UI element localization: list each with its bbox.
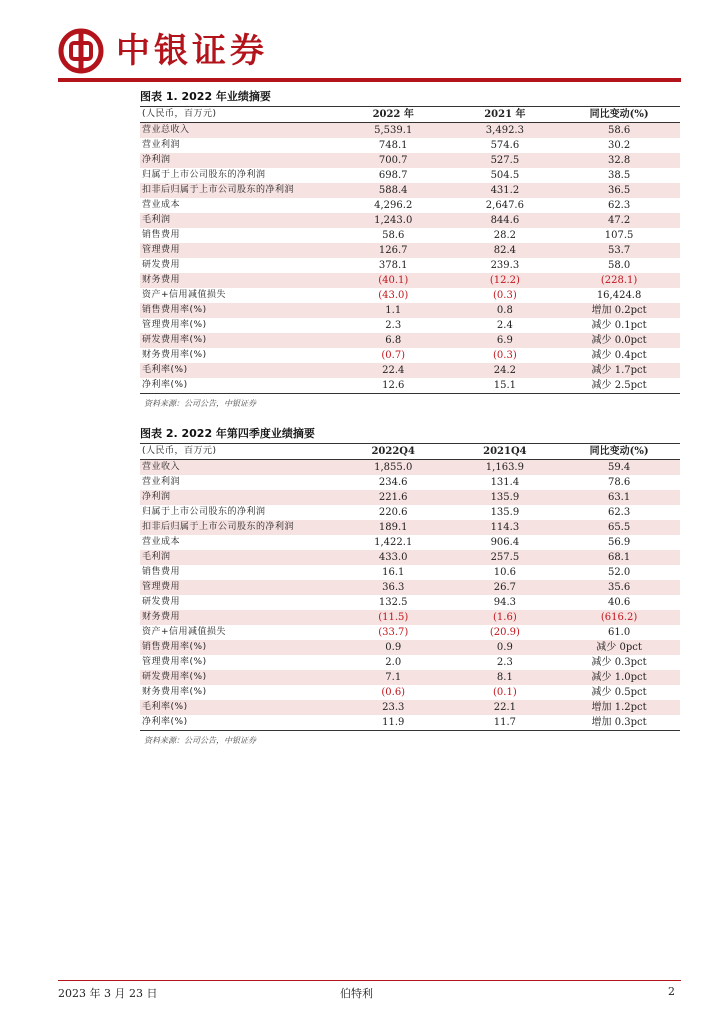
row-label: 净利润: [140, 490, 335, 505]
change-cell: 30.2: [607, 140, 631, 151]
value-cell: 220.6: [378, 507, 408, 518]
table-row: [140, 198, 680, 213]
column-header: 同比变动(%): [558, 107, 680, 123]
footer-date: 2023 年 3 月 23 日: [58, 987, 158, 1000]
row-label: 净利率(%): [140, 378, 335, 394]
row-label: 归属于上市公司股东的净利润: [142, 170, 266, 180]
value-cell: (0.1): [493, 687, 517, 698]
value-cell: 16.1: [382, 567, 405, 578]
value-cell: 0.9: [335, 640, 452, 655]
value-cell: (0.3): [493, 350, 517, 361]
table-row: [140, 550, 680, 565]
table-row: [140, 565, 680, 580]
change-cell: 65.5: [558, 520, 680, 535]
table-row: [140, 348, 680, 363]
value-cell: 23.3: [335, 700, 452, 715]
change-cell: 68.1: [558, 550, 680, 565]
value-cell: 135.9: [452, 490, 559, 505]
table-row: [140, 153, 680, 168]
table-row: [140, 670, 680, 685]
row-label: 财务费用率(%): [142, 350, 207, 360]
value-cell: 15.1: [452, 378, 559, 394]
value-cell: 378.1: [378, 260, 408, 271]
row-label: 销售费用: [142, 567, 181, 577]
change-cell: 53.7: [558, 243, 680, 258]
value-cell: 2.4: [496, 320, 513, 331]
table1-header-row: [140, 107, 680, 123]
bank-of-china-logo-icon: [58, 28, 104, 74]
value-cell: 1,163.9: [452, 460, 559, 476]
value-cell: 1,855.0: [335, 460, 452, 476]
table-row: [140, 138, 680, 153]
column-header: 同比变动(%): [558, 444, 680, 460]
row-label: 管理费用: [140, 580, 335, 595]
value-cell: 11.9: [335, 715, 452, 731]
row-label: 管理费用: [140, 243, 335, 258]
column-header: 2022 年: [335, 107, 452, 123]
value-cell: 234.6: [378, 477, 408, 488]
table-row: [140, 460, 680, 476]
row-label: 研发费用率(%): [140, 670, 335, 685]
value-cell: 22.4: [335, 363, 452, 378]
row-label: 资产+信用减值损失: [142, 290, 227, 300]
row-label: 资产+信用减值损失: [142, 627, 227, 637]
value-cell: 2.3: [496, 657, 513, 668]
table-row: [140, 655, 680, 670]
row-label: 财务费用: [140, 610, 335, 625]
table-row: [140, 378, 680, 394]
change-cell: 32.8: [558, 153, 680, 168]
value-cell: (43.0): [378, 290, 409, 301]
change-cell: 36.5: [558, 183, 680, 198]
row-label: 营业成本: [142, 200, 181, 210]
value-cell: 4,296.2: [374, 200, 413, 211]
change-cell: 减少 0.1pct: [591, 320, 647, 331]
value-cell: 433.0: [335, 550, 452, 565]
row-label: 扣非后归属于上市公司股东的净利润: [140, 520, 335, 535]
table-row: [140, 715, 680, 731]
value-cell: (20.9): [489, 627, 520, 638]
value-cell: 431.2: [452, 183, 559, 198]
value-cell: 748.1: [378, 140, 408, 151]
row-label: 营业收入: [140, 460, 335, 476]
page-header: [58, 24, 678, 76]
value-cell: 189.1: [335, 520, 452, 535]
value-cell: 8.1: [452, 670, 559, 685]
page-number: 2: [668, 985, 675, 998]
value-cell: 698.7: [378, 170, 408, 181]
change-cell: (228.1): [558, 273, 680, 288]
value-cell: 700.7: [335, 153, 452, 168]
row-label: 毛利润: [140, 550, 335, 565]
value-cell: 5,539.1: [335, 123, 452, 139]
value-cell: 2.3: [385, 320, 402, 331]
change-cell: 47.2: [558, 213, 680, 228]
value-cell: 114.3: [452, 520, 559, 535]
change-cell: 16,424.8: [596, 290, 642, 301]
table-row: [140, 318, 680, 333]
value-cell: (0.3): [493, 290, 517, 301]
column-header: (人民币，百万元): [140, 107, 335, 123]
change-cell: 58.0: [607, 260, 631, 271]
column-header: (人民币，百万元): [140, 444, 335, 460]
column-header: 2022Q4: [335, 444, 452, 460]
table-row: [140, 243, 680, 258]
change-cell: 56.9: [607, 537, 631, 548]
row-label: 扣非后归属于上市公司股东的净利润: [140, 183, 335, 198]
table-row: [140, 228, 680, 243]
row-label: 营业总收入: [140, 123, 335, 139]
change-cell: 63.1: [558, 490, 680, 505]
change-cell: 62.3: [607, 200, 631, 211]
table2: [140, 444, 680, 731]
value-cell: 2,647.6: [485, 200, 524, 211]
value-cell: 239.3: [490, 260, 520, 271]
value-cell: 2.0: [385, 657, 402, 668]
value-cell: (0.7): [381, 350, 406, 361]
table-row: [140, 700, 680, 715]
column-header: 2021Q4: [452, 444, 559, 460]
value-cell: 7.1: [335, 670, 452, 685]
table-row: [140, 490, 680, 505]
table1-block: [140, 88, 680, 409]
value-cell: 126.7: [335, 243, 452, 258]
row-label: 净利率(%): [140, 715, 335, 731]
change-cell: 增加 0.2pct: [558, 303, 680, 318]
table-row: [140, 595, 680, 610]
value-cell: 135.9: [490, 507, 520, 518]
change-cell: 59.4: [558, 460, 680, 476]
change-cell: 35.6: [558, 580, 680, 595]
row-label: 毛利润: [140, 213, 335, 228]
change-cell: 减少 2.5pct: [558, 378, 680, 394]
value-cell: 94.3: [493, 597, 517, 608]
change-cell: 52.0: [607, 567, 631, 578]
row-label: 研发费用: [142, 597, 181, 607]
value-cell: 28.2: [493, 230, 517, 241]
value-cell: 82.4: [452, 243, 559, 258]
row-label: 销售费用: [142, 230, 181, 240]
table-row: [140, 168, 680, 183]
value-cell: 257.5: [452, 550, 559, 565]
change-cell: 减少 0.0pct: [558, 333, 680, 348]
change-cell: 107.5: [604, 230, 634, 241]
row-label: 销售费用率(%): [140, 640, 335, 655]
table2-body: [140, 460, 680, 731]
column-header: 2021 年: [452, 107, 559, 123]
table-row: [140, 535, 680, 550]
value-cell: 3,492.3: [452, 123, 559, 139]
change-cell: 减少 1.7pct: [558, 363, 680, 378]
table-row: [140, 258, 680, 273]
value-cell: (0.6): [381, 687, 406, 698]
brand-name: 中银证券: [116, 31, 268, 71]
row-label: 研发费用: [142, 260, 181, 270]
change-cell: 减少 1.0pct: [558, 670, 680, 685]
header-rule: [58, 78, 681, 82]
change-cell: 减少 0.5pct: [591, 687, 647, 698]
value-cell: 1.1: [335, 303, 452, 318]
change-cell: 减少 0.4pct: [591, 350, 647, 361]
row-label: 营业利润: [142, 477, 181, 487]
change-cell: 增加 0.3pct: [558, 715, 680, 731]
value-cell: 504.5: [490, 170, 520, 181]
table1-source: 资料来源：公司公告，中银证券: [144, 399, 256, 408]
change-cell: 40.6: [607, 597, 631, 608]
value-cell: 1,243.0: [335, 213, 452, 228]
table-row: [140, 505, 680, 520]
value-cell: 6.9: [452, 333, 559, 348]
table2-title: 图表 2. 2022 年第四季度业绩摘要: [140, 425, 680, 444]
value-cell: 26.7: [452, 580, 559, 595]
row-label: 毛利率(%): [140, 700, 335, 715]
change-cell: 58.6: [558, 123, 680, 139]
table-row: [140, 685, 680, 700]
row-label: 研发费用率(%): [140, 333, 335, 348]
row-label: 归属于上市公司股东的净利润: [142, 507, 266, 517]
table-row: [140, 333, 680, 348]
value-cell: 131.4: [490, 477, 520, 488]
table-row: [140, 640, 680, 655]
row-label: 管理费用率(%): [142, 320, 207, 330]
value-cell: (1.6): [452, 610, 559, 625]
change-cell: 38.5: [607, 170, 631, 181]
change-cell: 62.3: [607, 507, 631, 518]
footer-company: 伯特利: [340, 987, 373, 1000]
value-cell: 527.5: [452, 153, 559, 168]
row-label: 财务费用率(%): [142, 687, 207, 697]
change-cell: 减少 0pct: [558, 640, 680, 655]
value-cell: 588.4: [335, 183, 452, 198]
table2-header-row: [140, 444, 680, 460]
value-cell: 36.3: [335, 580, 452, 595]
table-row: [140, 273, 680, 288]
table-row: [140, 288, 680, 303]
change-cell: 增加 1.2pct: [558, 700, 680, 715]
value-cell: (33.7): [378, 627, 409, 638]
value-cell: 12.6: [335, 378, 452, 394]
change-cell: 61.0: [607, 627, 631, 638]
change-cell: 减少 0.3pct: [591, 657, 647, 668]
table1-body: [140, 123, 680, 394]
table-row: [140, 610, 680, 625]
row-label: 毛利率(%): [140, 363, 335, 378]
table1-title: 图表 1. 2022 年业绩摘要: [140, 88, 680, 107]
value-cell: 1,422.1: [374, 537, 413, 548]
row-label: 管理费用率(%): [142, 657, 207, 667]
row-label: 营业成本: [142, 537, 181, 547]
change-cell: 78.6: [607, 477, 631, 488]
row-label: 财务费用: [140, 273, 335, 288]
table1: [140, 107, 680, 394]
row-label: 销售费用率(%): [140, 303, 335, 318]
value-cell: 574.6: [490, 140, 520, 151]
change-cell: (616.2): [558, 610, 680, 625]
value-cell: 11.7: [452, 715, 559, 731]
value-cell: 906.4: [490, 537, 520, 548]
table-row: [140, 475, 680, 490]
value-cell: 221.6: [335, 490, 452, 505]
value-cell: 10.6: [493, 567, 517, 578]
table2-block: [140, 425, 680, 746]
value-cell: (11.5): [335, 610, 452, 625]
table-row: [140, 520, 680, 535]
value-cell: 0.8: [452, 303, 559, 318]
table-row: [140, 303, 680, 318]
value-cell: 58.6: [382, 230, 405, 241]
row-label: 净利润: [140, 153, 335, 168]
value-cell: 24.2: [452, 363, 559, 378]
value-cell: (12.2): [452, 273, 559, 288]
table-row: [140, 580, 680, 595]
table-row: [140, 213, 680, 228]
table-row: [140, 123, 680, 139]
value-cell: 6.8: [335, 333, 452, 348]
row-label: 营业利润: [142, 140, 181, 150]
table2-source: 资料来源：公司公告，中银证券: [144, 736, 256, 745]
table-row: [140, 625, 680, 640]
value-cell: 22.1: [452, 700, 559, 715]
value-cell: 0.9: [452, 640, 559, 655]
value-cell: (40.1): [335, 273, 452, 288]
table-row: [140, 363, 680, 378]
value-cell: 132.5: [378, 597, 408, 608]
value-cell: 844.6: [452, 213, 559, 228]
footer-rule: [58, 980, 681, 981]
table-row: [140, 183, 680, 198]
